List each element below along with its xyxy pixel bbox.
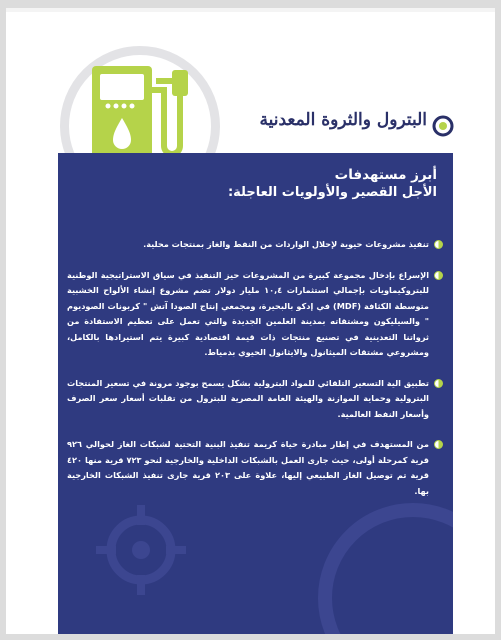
bullet-text: تطبيق الية التسعير التلقائي للمواد البترولية بشكل يسمح بوجود مرونة في تسعير المنتجات البترولية وحماية الموازنة والهيئة العامة المصرية للبترول من تقلبات أسعار سعر الصرف وأسعار النفط العالمية. xyxy=(67,377,429,419)
half-circle-bullet-icon xyxy=(434,379,443,388)
list-item xyxy=(67,237,443,253)
ring-logo-icon xyxy=(432,115,454,137)
target-crosshair-icon xyxy=(96,505,186,595)
bullet-text: الإسراع بإدخال مجموعة كبيرة من المشروعات حيز التنفيذ في سياق الاستراتيجية الوطنية للبتروكيماويات بإجمالي استثمارات ١٠,٤ مليار دولار تضم مشروع إنشاء الألواح الخشبية متوسطة الكثافة (MDF) في إدكو بالبحيرة، ومجمعي إنتاج الصودا آتش " كربونات الصوديوم " والسيليكون ومشتقاته بمدينة العلمين الجديدة والتي تعمل على تعظيم الاستفادة من ثرواتنا التعدينية في تصنيع منتجات ذات قيمة اقتصادية كبيرة يتم استيرادها بالكامل، ومشروعي مشتقات الميثانول والايثانول الحيوي بدمياط. xyxy=(67,269,430,357)
half-circle-bullet-icon xyxy=(434,440,443,449)
list-item xyxy=(67,376,443,423)
panel-heading xyxy=(137,167,437,201)
heading-line-1: أبرز مستهدفات xyxy=(334,167,437,183)
half-circle-bullet-icon xyxy=(434,240,443,249)
page-title: البترول والثروة المعدنية xyxy=(259,110,427,130)
bullet-text: تنفيذ مشروعات حيوية لإحلال الواردات من النفط والغاز بمنتجات محلية. xyxy=(143,239,429,249)
priorities-panel xyxy=(58,153,453,634)
half-circle-bullet-icon xyxy=(434,271,443,280)
document-page xyxy=(6,8,495,634)
list-item xyxy=(67,437,443,499)
bullet-list xyxy=(67,237,443,514)
decor-ring xyxy=(318,503,453,634)
bullet-text: من المستهدف في إطار مبادرة حياة كريمة تنفيذ البنية التحتية لشبكات الغاز لحوالي ٩٢٦ قرية كمرحلة أولى، حيث جارى العمل بالشبكات الداخلية والخارجية لنحو ٧٢٣ قرية منها ٤٢٠ قرية تم توصيل الغاز الطبيعي إليها، علاوة على ٢٠٣ قرية جارى تنفيذ الشبكات الخارجية بها. xyxy=(67,439,429,496)
list-item xyxy=(67,268,443,361)
heading-line-2: الأجل القصير والأولويات العاجلة: xyxy=(227,185,437,200)
top-strip xyxy=(6,8,495,12)
